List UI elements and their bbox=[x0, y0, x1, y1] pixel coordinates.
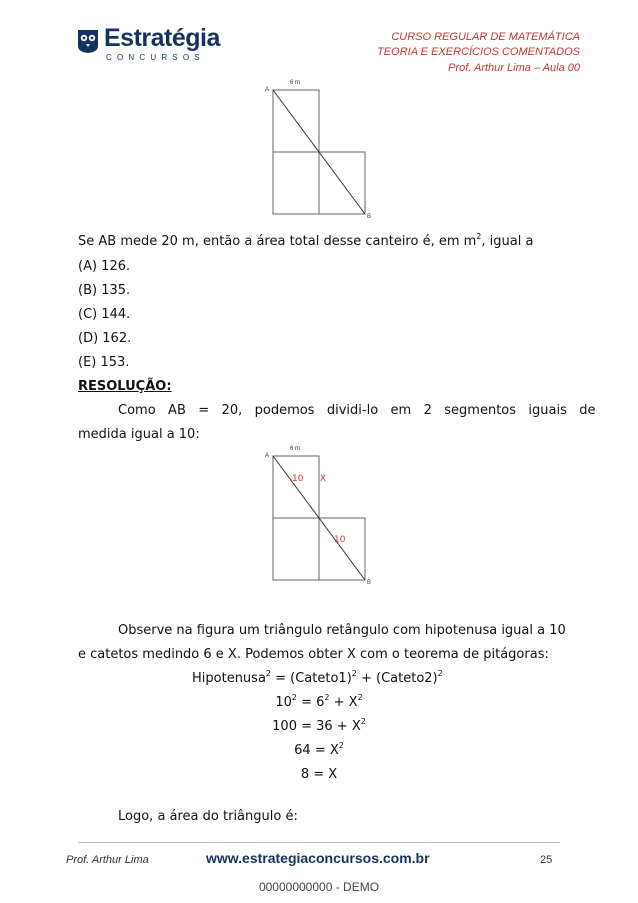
equation-step2 bbox=[78, 694, 560, 711]
equation-result: 8 = X bbox=[300, 767, 338, 782]
eq1-term-c: + (Cateto2) bbox=[356, 671, 438, 686]
conclusion-text: Logo, a área do triângulo é: bbox=[118, 809, 298, 824]
figure2-label-hyp-lower: 10 bbox=[334, 535, 346, 545]
option-c: (C) 144. bbox=[78, 307, 131, 322]
figure2-point-b: B bbox=[367, 580, 372, 586]
footer-demo-watermark: 00000000000 - DEMO bbox=[258, 880, 380, 894]
eq1-term-a: Hipotenusa bbox=[192, 671, 266, 686]
figure-annotated-diagram bbox=[262, 440, 378, 586]
header-course-subtitle: TEORIA E EXERCÍCIOS COMENTADOS bbox=[377, 46, 580, 58]
eq2-term-c: + X bbox=[329, 695, 358, 710]
eq3-exp-a: 2 bbox=[360, 716, 366, 726]
option-d: (D) 162. bbox=[78, 331, 132, 346]
explanation-line1: Observe na figura um triângulo retângulo com hipotenusa igual a 10 bbox=[118, 623, 566, 638]
estrategia-logo bbox=[76, 22, 220, 68]
footer-page-number: 25 bbox=[540, 854, 553, 866]
figure2-top-label: 6 m bbox=[290, 446, 301, 452]
equation-pythagoras bbox=[192, 670, 443, 687]
eq1-exp-b: 2 bbox=[351, 668, 357, 678]
eq2-term-a: 10 bbox=[275, 695, 292, 710]
eq1-exp-c: 2 bbox=[437, 668, 443, 678]
header-course-title: CURSO REGULAR DE MATEMÁTICA bbox=[391, 31, 580, 43]
figure1-top-label: 6 m bbox=[290, 80, 301, 86]
option-e: (E) 153. bbox=[78, 355, 130, 370]
figure-garden-diagram bbox=[262, 74, 378, 220]
eq1-term-b: = (Cateto1) bbox=[271, 671, 352, 686]
figure2-point-a: A bbox=[265, 453, 270, 459]
question-stem-end: , igual a bbox=[481, 234, 534, 249]
eq2-exp-a: 2 bbox=[291, 692, 297, 702]
eq1-exp-a: 2 bbox=[265, 668, 271, 678]
eq2-term-b: = 6 bbox=[296, 695, 325, 710]
resolution-heading: RESOLUÇÃO: bbox=[78, 379, 172, 394]
eq3-term-a: 100 = 36 + X bbox=[272, 719, 361, 734]
question-stem-text: Se AB mede 20 m, então a área total desse canteiro é, em m bbox=[78, 234, 477, 249]
figure1-point-b: B bbox=[367, 214, 372, 220]
equation-step3 bbox=[78, 718, 560, 735]
resolution-paragraph-line1: Como AB = 20, podemos dividi-lo em 2 segmentos iguais de bbox=[118, 403, 596, 418]
option-b: (B) 135. bbox=[78, 283, 131, 298]
owl-badge-icon bbox=[76, 28, 100, 54]
question-stem bbox=[78, 233, 533, 250]
resolution-paragraph-line2: medida igual a 10: bbox=[78, 427, 200, 442]
header-professor: Prof. Arthur Lima – Aula 00 bbox=[448, 62, 580, 74]
figure2-label-x: X bbox=[320, 474, 327, 484]
figure1-point-a: A bbox=[265, 87, 270, 93]
explanation-line2: e catetos medindo 6 e X. Podemos obter X com o teorema de pitágoras: bbox=[78, 647, 549, 662]
logo-subtitle: CONCURSOS bbox=[106, 53, 205, 62]
footer-divider bbox=[78, 842, 560, 843]
eq4-term-a: 64 = X bbox=[294, 743, 339, 758]
eq2-exp-b: 2 bbox=[324, 692, 330, 702]
equation-step4 bbox=[78, 742, 560, 759]
eq2-exp-c: 2 bbox=[357, 692, 363, 702]
footer-author: Prof. Arthur Lima bbox=[66, 854, 149, 866]
figure2-label-hyp-upper: 10 bbox=[292, 474, 304, 484]
footer-website-link[interactable]: www.estrategiaconcursos.com.br bbox=[206, 850, 430, 866]
eq4-exp-a: 2 bbox=[338, 740, 344, 750]
logo-wordmark: Estratégia bbox=[104, 24, 220, 52]
question-stem-exponent: 2 bbox=[476, 231, 482, 241]
option-a: (A) 126. bbox=[78, 259, 131, 274]
